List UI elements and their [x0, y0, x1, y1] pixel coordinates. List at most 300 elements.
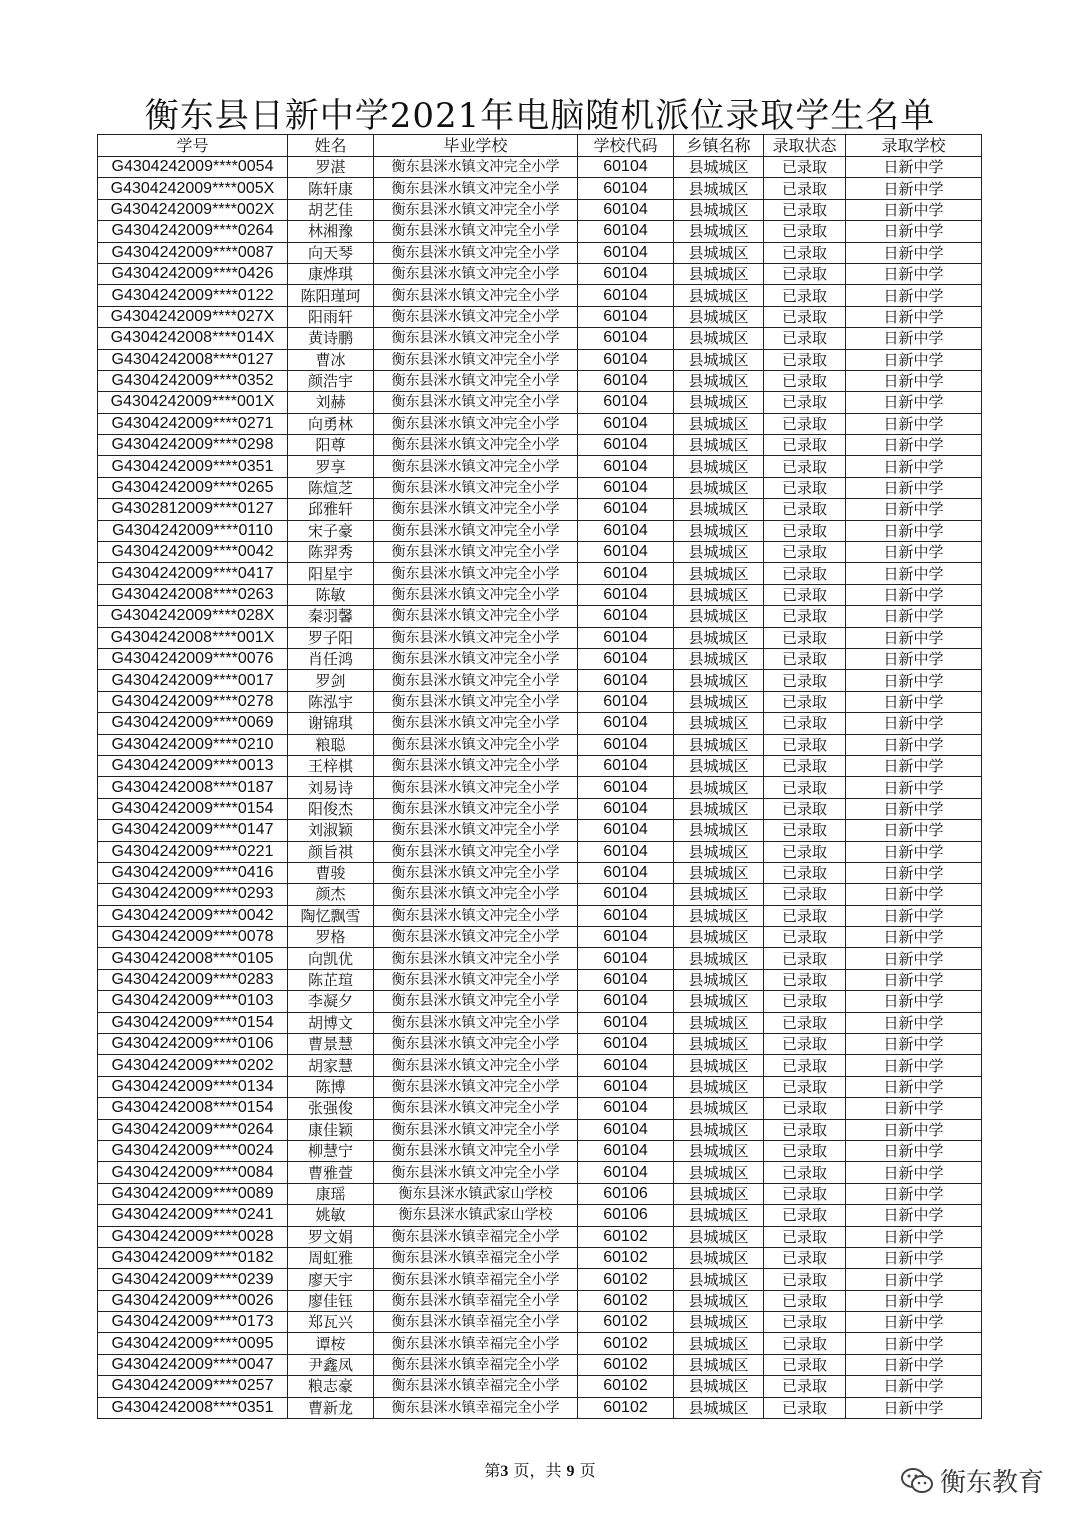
- cell-township: 县城城区: [674, 349, 764, 370]
- cell-admission-status: 已录取: [764, 1269, 846, 1290]
- cell-admitted-school: 日新中学: [846, 670, 982, 691]
- cell-admitted-school: 日新中学: [846, 1376, 982, 1397]
- cell-admitted-school: 日新中学: [846, 157, 982, 178]
- cell-township: 县城城区: [674, 520, 764, 541]
- cell-name: 秦羽馨: [288, 606, 374, 627]
- table-row: [98, 370, 982, 391]
- cell-school-code: 60104: [578, 520, 674, 541]
- cell-township: 县城城区: [674, 285, 764, 306]
- cell-student-id: G4304242009****0271: [98, 413, 288, 434]
- table-row: [98, 221, 982, 242]
- cell-school-code: 60104: [578, 306, 674, 327]
- cell-student-id: G4304242009****0024: [98, 1140, 288, 1161]
- cell-admitted-school: 日新中学: [846, 991, 982, 1012]
- table-row: [98, 734, 982, 755]
- cell-admitted-school: 日新中学: [846, 648, 982, 669]
- cell-admission-status: 已录取: [764, 1312, 846, 1333]
- footer-total-pages: 9: [566, 1463, 575, 1480]
- cell-admitted-school: 日新中学: [846, 734, 982, 755]
- table-row: [98, 713, 982, 734]
- cell-name: 曹冰: [288, 349, 374, 370]
- cell-admitted-school: 日新中学: [846, 820, 982, 841]
- cell-township: 县城城区: [674, 1183, 764, 1204]
- table-row: [98, 691, 982, 712]
- cell-graduated-school: 衡东县洣水镇文冲完全小学: [374, 820, 578, 841]
- cell-graduated-school: 衡东县洣水镇幸福完全小学: [374, 1247, 578, 1268]
- cell-student-id: G4304242009****027X: [98, 306, 288, 327]
- cell-admitted-school: 日新中学: [846, 627, 982, 648]
- cell-township: 县城城区: [674, 542, 764, 563]
- table-header-row: [98, 135, 982, 157]
- cell-graduated-school: 衡东县洣水镇文冲完全小学: [374, 370, 578, 391]
- table-row: [98, 820, 982, 841]
- cell-admission-status: 已录取: [764, 499, 846, 520]
- cell-school-code: 60104: [578, 820, 674, 841]
- cell-school-code: 60102: [578, 1226, 674, 1247]
- cell-school-code: 60104: [578, 627, 674, 648]
- cell-admission-status: 已录取: [764, 263, 846, 284]
- cell-admitted-school: 日新中学: [846, 370, 982, 391]
- cell-admission-status: 已录取: [764, 1162, 846, 1183]
- cell-admitted-school: 日新中学: [846, 263, 982, 284]
- table-row: [98, 1076, 982, 1097]
- cell-township: 县城城区: [674, 670, 764, 691]
- cell-township: 县城城区: [674, 328, 764, 349]
- cell-graduated-school: 衡东县洣水镇文冲完全小学: [374, 948, 578, 969]
- table-row: [98, 969, 982, 990]
- cell-township: 县城城区: [674, 1247, 764, 1268]
- cell-school-code: 60102: [578, 1290, 674, 1311]
- cell-name: 刘易诗: [288, 777, 374, 798]
- cell-student-id: G4304242009****005X: [98, 178, 288, 199]
- cell-admitted-school: 日新中学: [846, 520, 982, 541]
- cell-school-code: 60104: [578, 456, 674, 477]
- cell-student-id: G4304242009****0352: [98, 370, 288, 391]
- cell-student-id: G4304242009****0239: [98, 1269, 288, 1290]
- cell-admission-status: 已录取: [764, 199, 846, 220]
- cell-admitted-school: 日新中学: [846, 221, 982, 242]
- cell-student-id: G4304242009****0042: [98, 542, 288, 563]
- cell-name: 肖任鸿: [288, 648, 374, 669]
- cell-township: 县城城区: [674, 862, 764, 883]
- cell-name: 粮聪: [288, 734, 374, 755]
- cell-admission-status: 已录取: [764, 435, 846, 456]
- cell-admission-status: 已录取: [764, 691, 846, 712]
- cell-admitted-school: 日新中学: [846, 1333, 982, 1354]
- cell-graduated-school: 衡东县洣水镇文冲完全小学: [374, 499, 578, 520]
- cell-admitted-school: 日新中学: [846, 563, 982, 584]
- cell-township: 县城城区: [674, 242, 764, 263]
- cell-student-id: G4304242009****0202: [98, 1055, 288, 1076]
- table-row: [98, 1397, 982, 1418]
- cell-admission-status: 已录取: [764, 927, 846, 948]
- cell-school-code: 60104: [578, 328, 674, 349]
- cell-school-code: 60102: [578, 1354, 674, 1375]
- table-row: [98, 927, 982, 948]
- table-row: [98, 178, 982, 199]
- cell-student-id: G4304242009****0089: [98, 1183, 288, 1204]
- cell-student-id: G4304242009****0265: [98, 477, 288, 498]
- cell-township: 县城城区: [674, 1140, 764, 1161]
- cell-graduated-school: 衡东县洣水镇文冲完全小学: [374, 328, 578, 349]
- cell-graduated-school: 衡东县洣水镇文冲完全小学: [374, 1162, 578, 1183]
- cell-graduated-school: 衡东县洣水镇文冲完全小学: [374, 199, 578, 220]
- table-row: [98, 1354, 982, 1375]
- cell-admitted-school: 日新中学: [846, 691, 982, 712]
- cell-student-id: G4304242008****0351: [98, 1397, 288, 1418]
- footer-middle: 页，共: [508, 1461, 567, 1480]
- cell-township: 县城城区: [674, 1076, 764, 1097]
- cell-student-id: G4304242009****0042: [98, 905, 288, 926]
- cell-graduated-school: 衡东县洣水镇文冲完全小学: [374, 777, 578, 798]
- cell-name: 向天琴: [288, 242, 374, 263]
- cell-school-code: 60104: [578, 1076, 674, 1097]
- cell-school-code: 60104: [578, 563, 674, 584]
- cell-school-code: 60102: [578, 1312, 674, 1333]
- cell-admitted-school: 日新中学: [846, 948, 982, 969]
- cell-admission-status: 已录取: [764, 221, 846, 242]
- cell-admission-status: 已录取: [764, 1098, 846, 1119]
- cell-township: 县城城区: [674, 1119, 764, 1140]
- cell-graduated-school: 衡东县洣水镇文冲完全小学: [374, 905, 578, 926]
- cell-admission-status: 已录取: [764, 606, 846, 627]
- table-row: [98, 905, 982, 926]
- cell-student-id: G4304242009****0095: [98, 1333, 288, 1354]
- cell-township: 县城城区: [674, 1162, 764, 1183]
- cell-school-code: 60104: [578, 392, 674, 413]
- cell-name: 阳尊: [288, 435, 374, 456]
- cell-admitted-school: 日新中学: [846, 242, 982, 263]
- table-row: [98, 456, 982, 477]
- cell-name: 罗享: [288, 456, 374, 477]
- table-row: [98, 1034, 982, 1055]
- cell-admission-status: 已录取: [764, 1076, 846, 1097]
- cell-township: 县城城区: [674, 1290, 764, 1311]
- cell-student-id: G4304242008****0263: [98, 584, 288, 605]
- cell-school-code: 60102: [578, 1269, 674, 1290]
- cell-name: 陈泓宇: [288, 691, 374, 712]
- cell-township: 县城城区: [674, 1269, 764, 1290]
- cell-township: 县城城区: [674, 798, 764, 819]
- cell-student-id: G4304242008****001X: [98, 627, 288, 648]
- cell-name: 康佳颖: [288, 1119, 374, 1140]
- cell-township: 县城城区: [674, 563, 764, 584]
- cell-student-id: G4304242009****001X: [98, 392, 288, 413]
- cell-student-id: G4304242009****0416: [98, 862, 288, 883]
- table-row: [98, 477, 982, 498]
- cell-township: 县城城区: [674, 370, 764, 391]
- column-header-graduated-school: 毕业学校: [374, 135, 578, 157]
- cell-admission-status: 已录取: [764, 969, 846, 990]
- cell-school-code: 60106: [578, 1183, 674, 1204]
- cell-graduated-school: 衡东县洣水镇幸福完全小学: [374, 1290, 578, 1311]
- cell-school-code: 60104: [578, 777, 674, 798]
- cell-admission-status: 已录取: [764, 1012, 846, 1033]
- cell-admission-status: 已录取: [764, 542, 846, 563]
- cell-township: 县城城区: [674, 841, 764, 862]
- table-row: [98, 606, 982, 627]
- cell-township: 县城城区: [674, 1226, 764, 1247]
- cell-graduated-school: 衡东县洣水镇文冲完全小学: [374, 178, 578, 199]
- cell-name: 刘淑颖: [288, 820, 374, 841]
- cell-student-id: G4304242009****0210: [98, 734, 288, 755]
- cell-student-id: G4304242009****0278: [98, 691, 288, 712]
- cell-admission-status: 已录取: [764, 1290, 846, 1311]
- cell-township: 县城城区: [674, 1055, 764, 1076]
- cell-township: 县城城区: [674, 435, 764, 456]
- cell-township: 县城城区: [674, 499, 764, 520]
- table-row: [98, 1376, 982, 1397]
- cell-admitted-school: 日新中学: [846, 777, 982, 798]
- cell-admitted-school: 日新中学: [846, 713, 982, 734]
- table-row: [98, 349, 982, 370]
- cell-admission-status: 已录取: [764, 734, 846, 755]
- cell-graduated-school: 衡东县洣水镇文冲完全小学: [374, 927, 578, 948]
- footer-page-number: 3: [500, 1463, 509, 1480]
- table-row: [98, 199, 982, 220]
- cell-admitted-school: 日新中学: [846, 435, 982, 456]
- cell-name: 阳雨轩: [288, 306, 374, 327]
- cell-student-id: G4304242009****0154: [98, 798, 288, 819]
- table-row: [98, 1312, 982, 1333]
- cell-school-code: 60102: [578, 1376, 674, 1397]
- cell-admitted-school: 日新中学: [846, 606, 982, 627]
- cell-admitted-school: 日新中学: [846, 477, 982, 498]
- cell-graduated-school: 衡东县洣水镇文冲完全小学: [374, 755, 578, 776]
- cell-school-code: 60104: [578, 477, 674, 498]
- cell-township: 县城城区: [674, 927, 764, 948]
- cell-name: 粮志豪: [288, 1376, 374, 1397]
- cell-school-code: 60104: [578, 862, 674, 883]
- table-row: [98, 1162, 982, 1183]
- cell-township: 县城城区: [674, 905, 764, 926]
- table-row: [98, 157, 982, 178]
- cell-graduated-school: 衡东县洣水镇文冲完全小学: [374, 648, 578, 669]
- cell-township: 县城城区: [674, 691, 764, 712]
- table-row: [98, 1119, 982, 1140]
- cell-name: 郑瓦兴: [288, 1312, 374, 1333]
- cell-township: 县城城区: [674, 199, 764, 220]
- cell-name: 阳俊杰: [288, 798, 374, 819]
- cell-township: 县城城区: [674, 648, 764, 669]
- cell-admission-status: 已录取: [764, 584, 846, 605]
- cell-admitted-school: 日新中学: [846, 1034, 982, 1055]
- cell-admitted-school: 日新中学: [846, 1247, 982, 1268]
- cell-student-id: G4304242009****0028: [98, 1226, 288, 1247]
- table-row: [98, 648, 982, 669]
- cell-admission-status: 已录取: [764, 648, 846, 669]
- cell-admission-status: 已录取: [764, 1226, 846, 1247]
- cell-admitted-school: 日新中学: [846, 1226, 982, 1247]
- cell-school-code: 60104: [578, 1034, 674, 1055]
- cell-name: 罗子阳: [288, 627, 374, 648]
- cell-name: 柳慧宁: [288, 1140, 374, 1161]
- cell-school-code: 60104: [578, 905, 674, 926]
- cell-name: 颜浩宇: [288, 370, 374, 391]
- cell-township: 县城城区: [674, 991, 764, 1012]
- cell-graduated-school: 衡东县洣水镇文冲完全小学: [374, 1034, 578, 1055]
- cell-admission-status: 已录取: [764, 777, 846, 798]
- cell-graduated-school: 衡东县洣水镇文冲完全小学: [374, 392, 578, 413]
- cell-admitted-school: 日新中学: [846, 1312, 982, 1333]
- cell-township: 县城城区: [674, 969, 764, 990]
- cell-township: 县城城区: [674, 948, 764, 969]
- cell-admission-status: 已录取: [764, 1333, 846, 1354]
- cell-graduated-school: 衡东县洣水镇文冲完全小学: [374, 1076, 578, 1097]
- cell-admission-status: 已录取: [764, 948, 846, 969]
- table-row: [98, 306, 982, 327]
- cell-admission-status: 已录取: [764, 413, 846, 434]
- column-header-admitted-school: 录取学校: [846, 135, 982, 157]
- cell-school-code: 60102: [578, 1247, 674, 1268]
- cell-student-id: G4304242008****0154: [98, 1098, 288, 1119]
- cell-name: 李凝夕: [288, 991, 374, 1012]
- cell-admission-status: 已录取: [764, 563, 846, 584]
- cell-student-id: G4304242009****0017: [98, 670, 288, 691]
- table-row: [98, 263, 982, 284]
- cell-student-id: G4304242009****0054: [98, 157, 288, 178]
- cell-township: 县城城区: [674, 777, 764, 798]
- cell-township: 县城城区: [674, 755, 764, 776]
- cell-graduated-school: 衡东县洣水镇文冲完全小学: [374, 691, 578, 712]
- table-row: [98, 862, 982, 883]
- cell-name: 曹雅萱: [288, 1162, 374, 1183]
- cell-name: 姚敏: [288, 1205, 374, 1226]
- cell-township: 县城城区: [674, 221, 764, 242]
- cell-graduated-school: 衡东县洣水镇文冲完全小学: [374, 969, 578, 990]
- cell-name: 康瑶: [288, 1183, 374, 1204]
- cell-student-id: G4304242008****014X: [98, 328, 288, 349]
- cell-name: 罗格: [288, 927, 374, 948]
- cell-student-id: G4304242009****0221: [98, 841, 288, 862]
- cell-graduated-school: 衡东县洣水镇文冲完全小学: [374, 477, 578, 498]
- cell-graduated-school: 衡东县洣水镇幸福完全小学: [374, 1397, 578, 1418]
- cell-school-code: 60104: [578, 157, 674, 178]
- cell-admission-status: 已录取: [764, 1205, 846, 1226]
- cell-student-id: G4302812009****0127: [98, 499, 288, 520]
- cell-student-id: G4304242009****0069: [98, 713, 288, 734]
- cell-school-code: 60104: [578, 242, 674, 263]
- table-row: [98, 413, 982, 434]
- cell-name: 曹新龙: [288, 1397, 374, 1418]
- cell-admitted-school: 日新中学: [846, 905, 982, 926]
- cell-school-code: 60104: [578, 948, 674, 969]
- cell-admitted-school: 日新中学: [846, 1269, 982, 1290]
- cell-name: 陈芷瑄: [288, 969, 374, 990]
- cell-school-code: 60104: [578, 584, 674, 605]
- cell-township: 县城城区: [674, 884, 764, 905]
- cell-school-code: 60104: [578, 1119, 674, 1140]
- cell-admitted-school: 日新中学: [846, 392, 982, 413]
- table-row: [98, 627, 982, 648]
- cell-admission-status: 已录取: [764, 1183, 846, 1204]
- cell-name: 谭桉: [288, 1333, 374, 1354]
- watermark: [900, 1462, 1044, 1499]
- cell-name: 陈博: [288, 1076, 374, 1097]
- cell-student-id: G4304242009****002X: [98, 199, 288, 220]
- cell-admission-status: 已录取: [764, 328, 846, 349]
- cell-admitted-school: 日新中学: [846, 1119, 982, 1140]
- cell-admission-status: 已录取: [764, 755, 846, 776]
- cell-admitted-school: 日新中学: [846, 1098, 982, 1119]
- cell-name: 向凯优: [288, 948, 374, 969]
- cell-admitted-school: 日新中学: [846, 969, 982, 990]
- cell-admitted-school: 日新中学: [846, 499, 982, 520]
- table-row: [98, 1269, 982, 1290]
- cell-admitted-school: 日新中学: [846, 456, 982, 477]
- cell-admission-status: 已录取: [764, 1376, 846, 1397]
- cell-graduated-school: 衡东县洣水镇文冲完全小学: [374, 263, 578, 284]
- cell-student-id: G4304242009****0106: [98, 1034, 288, 1055]
- cell-township: 县城城区: [674, 1205, 764, 1226]
- footer-prefix: 第: [484, 1461, 501, 1480]
- column-header-name: 姓名: [288, 135, 374, 157]
- cell-admitted-school: 日新中学: [846, 1012, 982, 1033]
- cell-admitted-school: 日新中学: [846, 1055, 982, 1076]
- cell-graduated-school: 衡东县洣水镇文冲完全小学: [374, 542, 578, 563]
- cell-student-id: G4304242009****0122: [98, 285, 288, 306]
- cell-admitted-school: 日新中学: [846, 584, 982, 605]
- cell-name: 颜旨祺: [288, 841, 374, 862]
- cell-school-code: 60102: [578, 1397, 674, 1418]
- cell-admitted-school: 日新中学: [846, 413, 982, 434]
- cell-student-id: G4304242009****0351: [98, 456, 288, 477]
- cell-graduated-school: 衡东县洣水镇武家山学校: [374, 1183, 578, 1204]
- table-row: [98, 948, 982, 969]
- cell-school-code: 60104: [578, 841, 674, 862]
- cell-admission-status: 已录取: [764, 1119, 846, 1140]
- cell-graduated-school: 衡东县洣水镇文冲完全小学: [374, 1140, 578, 1161]
- cell-school-code: 60104: [578, 884, 674, 905]
- cell-township: 县城城区: [674, 734, 764, 755]
- cell-admitted-school: 日新中学: [846, 755, 982, 776]
- cell-student-id: G4304242009****0426: [98, 263, 288, 284]
- cell-name: 胡艺佳: [288, 199, 374, 220]
- cell-graduated-school: 衡东县洣水镇文冲完全小学: [374, 884, 578, 905]
- cell-student-id: G4304242009****028X: [98, 606, 288, 627]
- cell-student-id: G4304242008****0187: [98, 777, 288, 798]
- cell-admission-status: 已录取: [764, 242, 846, 263]
- table-row: [98, 1333, 982, 1354]
- cell-name: 曹景慧: [288, 1034, 374, 1055]
- cell-admission-status: 已录取: [764, 477, 846, 498]
- cell-graduated-school: 衡东县洣水镇文冲完全小学: [374, 1012, 578, 1033]
- table-row: [98, 884, 982, 905]
- cell-graduated-school: 衡东县洣水镇文冲完全小学: [374, 991, 578, 1012]
- cell-name: 罗剑: [288, 670, 374, 691]
- cell-name: 胡家慧: [288, 1055, 374, 1076]
- cell-school-code: 60104: [578, 199, 674, 220]
- cell-school-code: 60104: [578, 755, 674, 776]
- cell-school-code: 60104: [578, 713, 674, 734]
- table-row: [98, 777, 982, 798]
- table-row: [98, 1205, 982, 1226]
- cell-admission-status: 已录取: [764, 1354, 846, 1375]
- table-row: [98, 1012, 982, 1033]
- cell-graduated-school: 衡东县洣水镇幸福完全小学: [374, 1333, 578, 1354]
- column-header-school-code: 学校代码: [578, 135, 674, 157]
- table-row: [98, 670, 982, 691]
- cell-name: 周虹雅: [288, 1247, 374, 1268]
- cell-admitted-school: 日新中学: [846, 1354, 982, 1375]
- cell-student-id: G4304242009****0283: [98, 969, 288, 990]
- cell-student-id: G4304242009****0264: [98, 221, 288, 242]
- table-row: [98, 242, 982, 263]
- cell-graduated-school: 衡东县洣水镇幸福完全小学: [374, 1312, 578, 1333]
- cell-graduated-school: 衡东县洣水镇文冲完全小学: [374, 606, 578, 627]
- cell-graduated-school: 衡东县洣水镇文冲完全小学: [374, 242, 578, 263]
- cell-student-id: G4304242009****0134: [98, 1076, 288, 1097]
